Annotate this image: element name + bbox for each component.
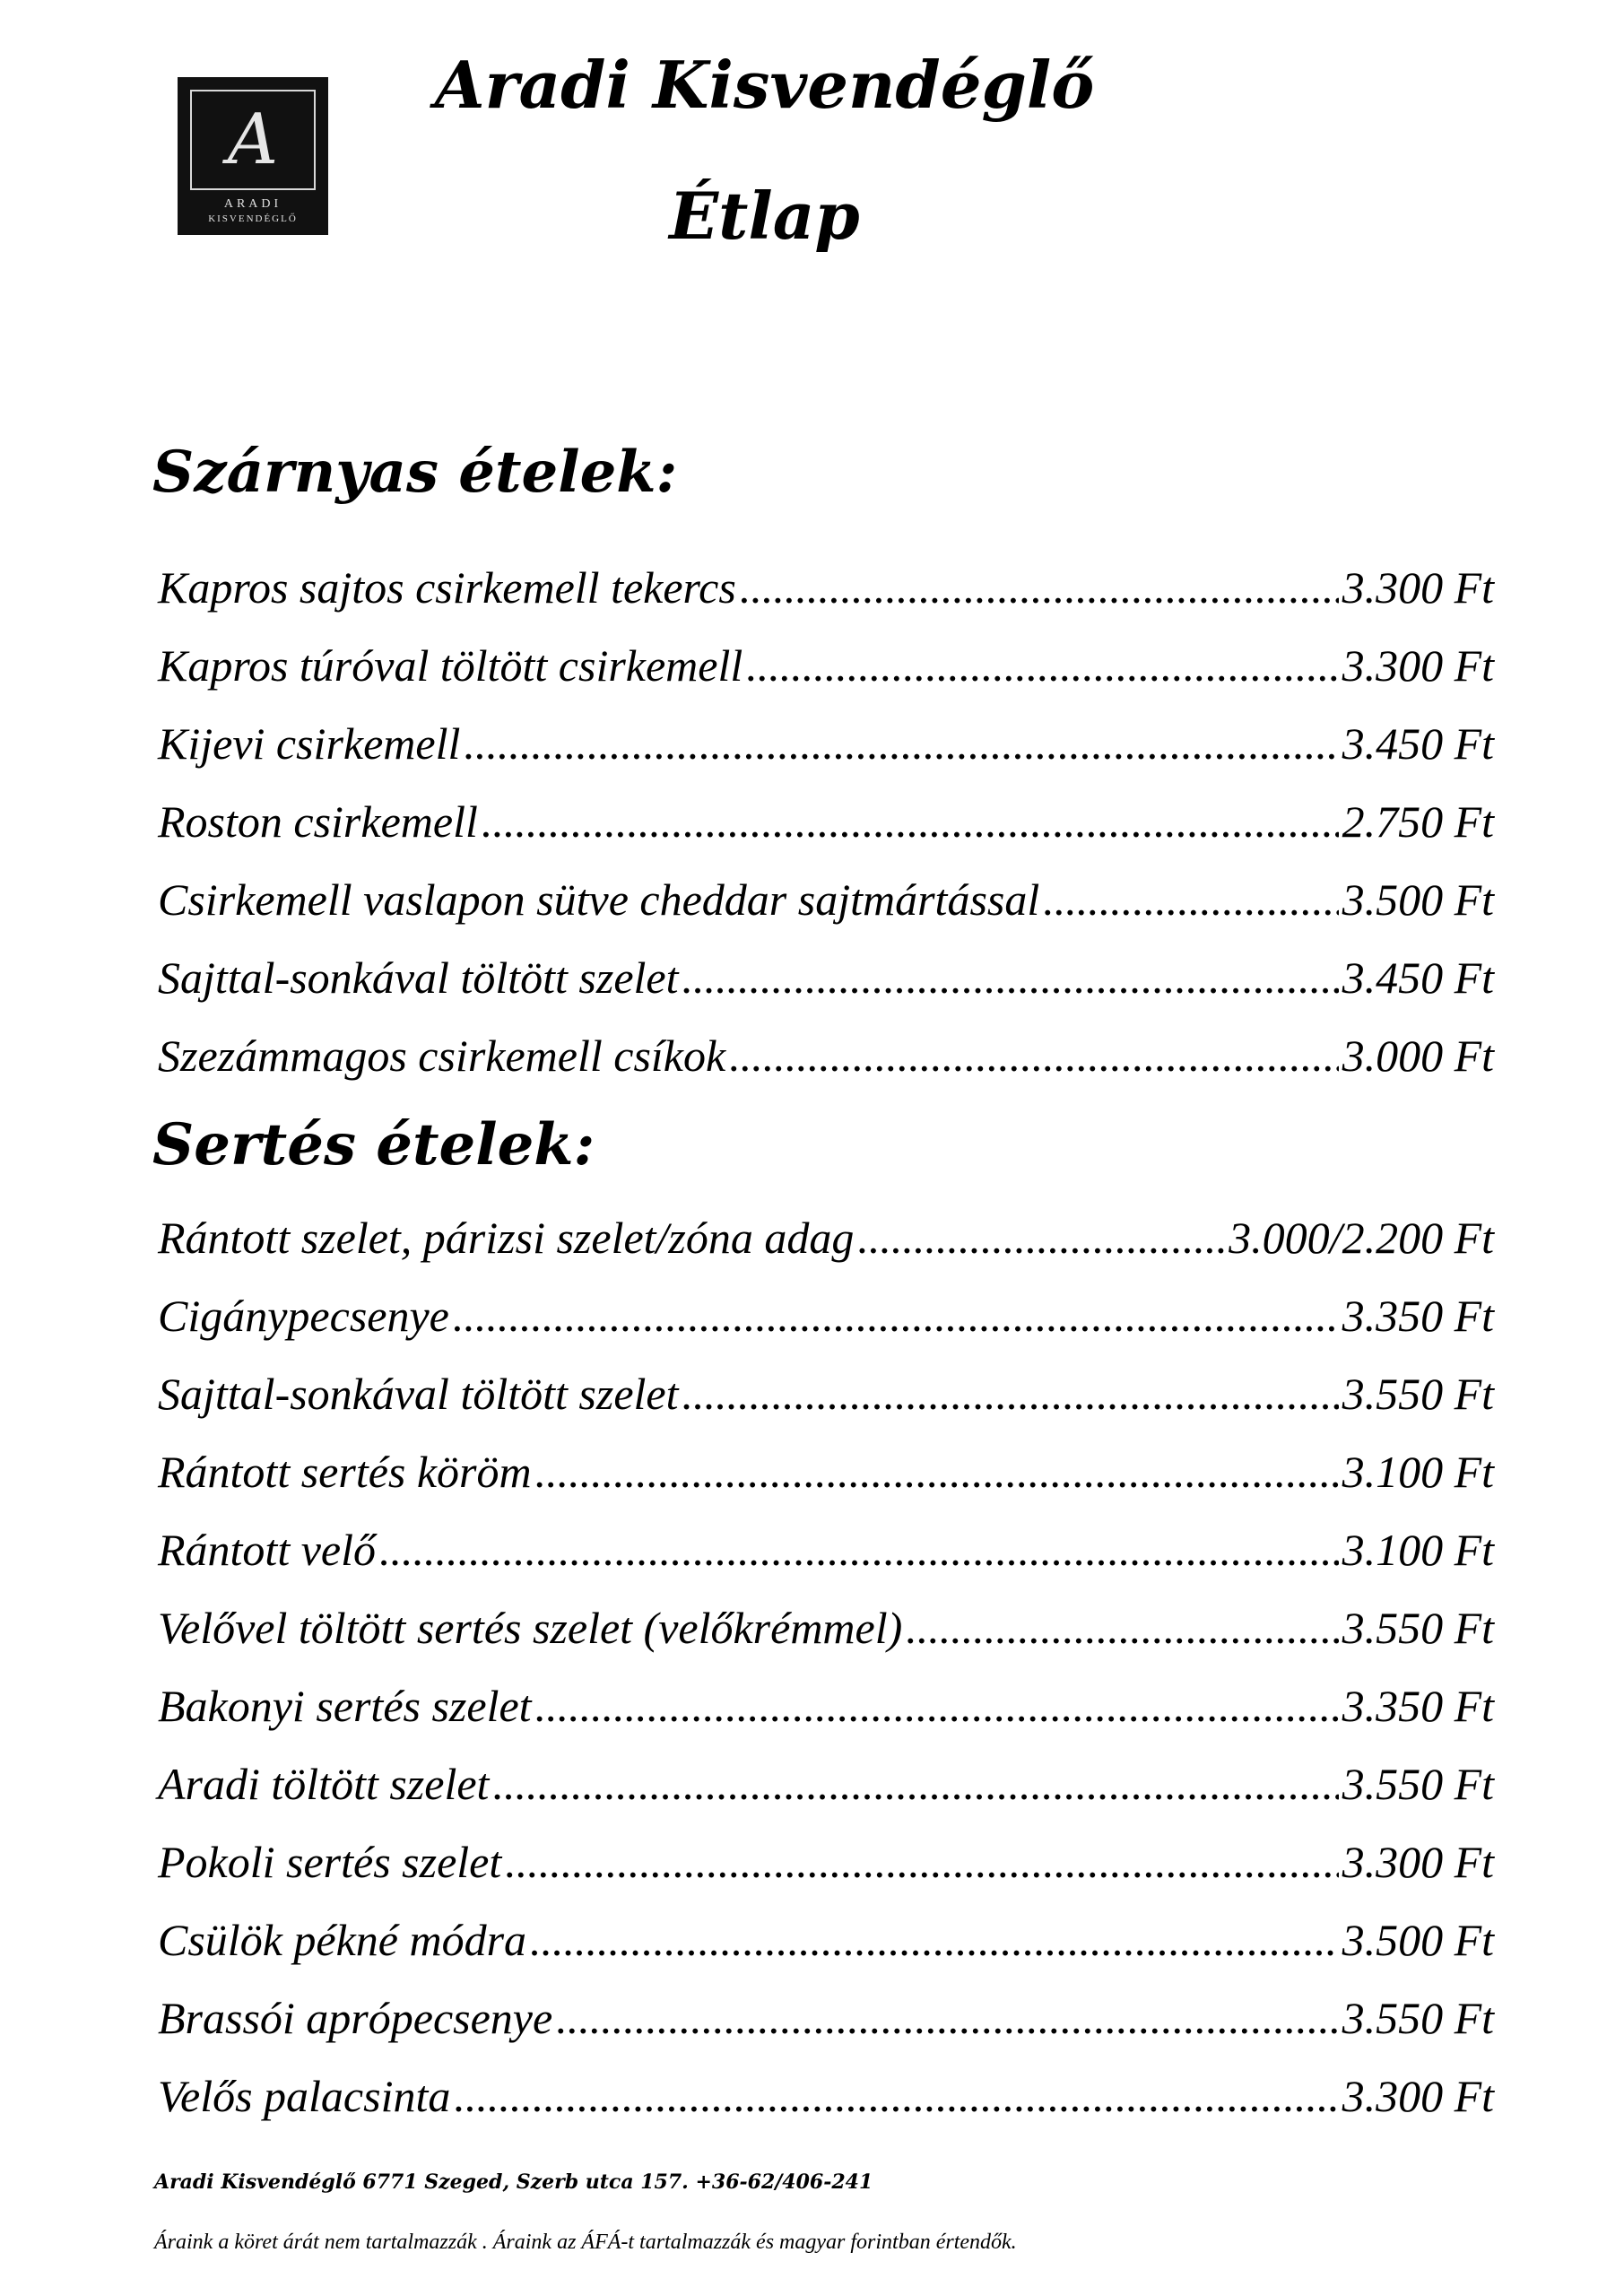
menu-item-leader (682, 939, 1339, 1017)
menu-item-name: Sajttal-sonkával töltött szelet (158, 1369, 679, 1419)
menu-item-price: 3.450 Ft (1342, 952, 1494, 1003)
menu-item-leader (682, 1355, 1339, 1433)
menu-item-price: 3.550 Ft (1342, 1603, 1494, 1653)
menu-item-name: Csirkemell vaslapon sütve cheddar sajtmártással (158, 874, 1040, 925)
menu-item (158, 861, 1494, 939)
logo-text-kisvendeglo: KISVENDÉGLŐ (208, 213, 298, 224)
menu-item-name: Brassói aprópecsenye (158, 1993, 553, 2043)
menu-item-price: 3.300 Ft (1342, 1837, 1494, 1887)
restaurant-logo (178, 77, 328, 235)
menu-list-pork (158, 1199, 1494, 2135)
menu-item-leader (464, 705, 1338, 783)
menu-item-leader (492, 1745, 1338, 1823)
page-title: Aradi Kisvendéglő (434, 47, 1095, 123)
menu-item-name: Rántott szelet, párizsi szelet/zóna adag (158, 1213, 855, 1263)
logo-text-aradi: ARADI (223, 197, 282, 211)
section-title-pork: Sertés ételek: (152, 1111, 595, 1178)
menu-item (158, 1433, 1494, 1511)
menu-item-leader (535, 1667, 1339, 1745)
menu-item (158, 1823, 1494, 1901)
menu-item (158, 1355, 1494, 1433)
menu-item-leader (530, 1901, 1339, 1979)
menu-item-price: 3.350 Ft (1342, 1291, 1494, 1341)
menu-item-name: Kijevi csirkemell (158, 718, 461, 769)
menu-item-price: 3.550 Ft (1342, 1993, 1494, 2043)
menu-item-name: Rántott velő (158, 1525, 376, 1575)
menu-list-poultry (158, 549, 1494, 1095)
page-subtitle: Étlap (669, 178, 860, 254)
menu-item-leader (556, 1979, 1338, 2057)
menu-item-name: Cigánypecsenye (158, 1291, 449, 1341)
menu-item-name: Szezámmagos csirkemell csíkok (158, 1031, 726, 1081)
menu-item (158, 705, 1494, 783)
menu-item (158, 1199, 1494, 1277)
menu-item-price: 3.450 Ft (1342, 718, 1494, 769)
menu-item-leader (454, 2057, 1338, 2135)
menu-item-name: Velős palacsinta (158, 2071, 451, 2121)
menu-item-price: 3.000 Ft (1342, 1031, 1494, 1081)
menu-item-leader (505, 1823, 1338, 1901)
section-title-poultry: Szárnyas ételek: (152, 439, 678, 506)
footer-address: Aradi Kisvendéglő 6771 Szeged, Szerb utca 157. +36-62/406-241 (154, 2170, 873, 2194)
menu-item (158, 627, 1494, 705)
menu-item-leader (535, 1433, 1339, 1511)
menu-item-leader (729, 1017, 1338, 1095)
menu-item (158, 1901, 1494, 1979)
menu-item-leader (857, 1199, 1225, 1277)
menu-item-price: 3.300 Ft (1342, 562, 1494, 613)
menu-item-price: 3.100 Ft (1342, 1447, 1494, 1497)
menu-item-leader (1043, 861, 1338, 939)
menu-item-leader (746, 627, 1338, 705)
menu-item-leader (453, 1277, 1339, 1355)
menu-item-price: 3.550 Ft (1342, 1759, 1494, 1809)
logo-frame (190, 90, 316, 190)
menu-item-leader (906, 1589, 1338, 1667)
menu-item-leader (379, 1511, 1339, 1589)
menu-item (158, 1277, 1494, 1355)
menu-item (158, 1979, 1494, 2057)
menu-item-name: Roston csirkemell (158, 796, 478, 847)
menu-item (158, 549, 1494, 627)
logo-monogram: A (227, 100, 279, 180)
menu-item-price: 3.300 Ft (1342, 2071, 1494, 2121)
menu-item (158, 1589, 1494, 1667)
menu-item-name: Rántott sertés köröm (158, 1447, 532, 1497)
menu-item-price: 3.300 Ft (1342, 640, 1494, 691)
footer-note: Áraink a köret árát nem tartalmazzák . Áraink az ÁFÁ-t tartalmazzák és magyar forintban értendők. (154, 2231, 1017, 2254)
menu-item (158, 2057, 1494, 2135)
menu-item (158, 783, 1494, 861)
menu-item-name: Aradi töltött szelet (158, 1759, 490, 1809)
menu-item-price: 3.500 Ft (1342, 874, 1494, 925)
menu-item-name: Kapros sajtos csirkemell tekercs (158, 562, 736, 613)
menu-item-name: Csülök pékné módra (158, 1915, 527, 1965)
menu-item-name: Pokoli sertés szelet (158, 1837, 502, 1887)
menu-item-price: 3.350 Ft (1342, 1681, 1494, 1731)
menu-item (158, 1511, 1494, 1589)
menu-item-price: 3.100 Ft (1342, 1525, 1494, 1575)
menu-item-price: 3.500 Ft (1342, 1915, 1494, 1965)
menu-item-price: 2.750 Ft (1342, 796, 1494, 847)
menu-item-name: Velővel töltött sertés szelet (velőkrémmel) (158, 1603, 903, 1653)
menu-item-name: Sajttal-sonkával töltött szelet (158, 952, 679, 1003)
menu-item (158, 1745, 1494, 1823)
menu-item-name: Bakonyi sertés szelet (158, 1681, 532, 1731)
menu-item-price: 3.550 Ft (1342, 1369, 1494, 1419)
menu-item-leader (482, 783, 1339, 861)
menu-item-price: 3.000/2.200 Ft (1229, 1213, 1494, 1263)
menu-item-leader (740, 549, 1339, 627)
menu-item (158, 939, 1494, 1017)
menu-item (158, 1667, 1494, 1745)
menu-item-name: Kapros túróval töltött csirkemell (158, 640, 743, 691)
menu-item (158, 1017, 1494, 1095)
